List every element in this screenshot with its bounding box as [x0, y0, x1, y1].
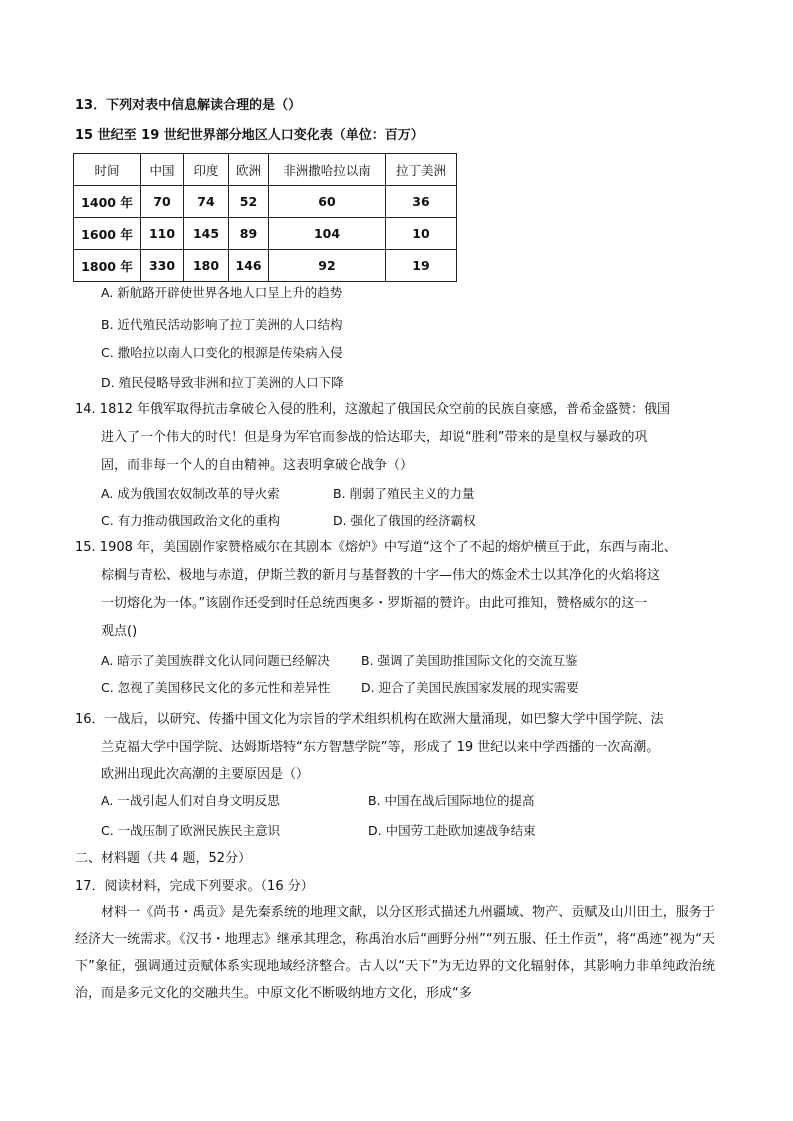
q16-stem-line1: 16．一战后，以研究、传播中国文化为宗旨的学术组织机构在欧洲大量涌现，如巴黎大学中国学院、法 [75, 712, 664, 727]
q13-option-c: C. 撒哈拉以南人口变化的根源是传染病入侵 [101, 345, 343, 360]
table-cell: 330 [141, 250, 184, 282]
table-row [74, 218, 457, 250]
q14-stem-line3: 固，而非每一个人的自由精神。这表明拿破仑战争（） [101, 458, 414, 473]
header-cell: 印度 [184, 154, 229, 186]
table-cell: 74 [184, 186, 229, 218]
q15-stem-line1: 15. 1908 年，美国剧作家赞格威尔在其剧本《熔炉》中写道“这个了不起的熔炉横亘于此，东西与南北、 [75, 540, 677, 555]
table-cell: 180 [184, 250, 229, 282]
q16-option-b: B. 中国在战后国际地位的提高 [368, 793, 535, 808]
q16-option-c: C. 一战压制了欧洲民族民主意识 [101, 823, 281, 838]
header-cell: 时间 [74, 154, 141, 186]
section-title: 二、材料题（共 4 题，52分） [75, 851, 252, 866]
q13-option-b: B. 近代殖民活动影响了拉丁美洲的人口结构 [101, 317, 343, 332]
table-cell: 104 [269, 218, 386, 250]
q15-option-a: A. 暗示了美国族群文化认同问题已经解决 [101, 653, 330, 668]
q16-stem-line2: 兰克福大学中国学院、达姆斯塔特“东方智慧学院”等，形成了 19 世纪以来中学西播的一次高潮。 [101, 740, 660, 755]
table-cell: 1400 年 [74, 186, 141, 218]
q15-stem-line4: 观点() [101, 624, 138, 639]
q15-option-b: B. 强调了美国助推国际文化的交流互鉴 [361, 653, 578, 668]
q16-option-d: D. 中国劳工赴欧加速战争结束 [368, 823, 536, 838]
table-cell: 1600 年 [74, 218, 141, 250]
table-cell: 52 [229, 186, 269, 218]
table-cell: 19 [386, 250, 457, 282]
table-cell: 70 [141, 186, 184, 218]
q13-option-a: A. 新航路开辟使世界各地人口呈上升的趋势 [101, 285, 343, 300]
q17-material: 材料一《尚书・禹贡》是先秦系统的地理文献，以分区形式描述九州疆域、物产、贡赋及山川田土，服务于经济大一统需求。《汉书・地理志》继承其理念，称禹治水后“画野分州”“列五服、任土作贡”，将“禹迹”视为“天下”象征，强调通过贡赋体系实现地域经济整合。古人以“天下”为无边界的文化辐射体，其影响力非单纯政治统治，而是多元文化的交融共生。中原文化不断吸纳地方文化，形成“多 [75, 905, 715, 1001]
q16-stem-line3: 欧洲出现此次高潮的主要原因是（） [101, 767, 310, 782]
table-caption: 15 世纪至 19 世纪世界部分地区人口变化表（单位：百万） [75, 128, 424, 143]
table-row [74, 250, 457, 282]
q16-option-a: A. 一战引起人们对自身文明反思 [101, 793, 280, 808]
q14-option-c: C. 有力推动俄国政治文化的重构 [101, 513, 281, 528]
population-table [73, 153, 457, 282]
table-cell: 60 [269, 186, 386, 218]
q14-option-d: D. 强化了俄国的经济霸权 [333, 513, 476, 528]
table-cell: 89 [229, 218, 269, 250]
q15-option-d: D. 迎合了美国民族国家发展的现实需要 [361, 680, 579, 695]
table-header-row [74, 154, 457, 186]
header-cell: 拉丁美洲 [386, 154, 457, 186]
header-cell: 欧洲 [229, 154, 269, 186]
q13-stem: 13．下列对表中信息解读合理的是（） [75, 98, 302, 113]
table-cell: 92 [269, 250, 386, 282]
header-cell: 中国 [141, 154, 184, 186]
table-cell: 146 [229, 250, 269, 282]
q14-option-a: A. 成为俄国农奴制改革的导火索 [101, 486, 280, 501]
table-row [74, 186, 457, 218]
q15-option-c: C. 忽视了美国移民文化的多元性和差异性 [101, 680, 331, 695]
q13-option-d: D. 殖民侵略导致非洲和拉丁美洲的人口下降 [101, 375, 344, 390]
q15-stem-line2: 棕榈与青松、极地与赤道，伊斯兰教的新月与基督教的十字—伟大的炼金术士以其净化的火焰将这 [101, 568, 661, 583]
q17-stem: 17．阅读材料，完成下列要求。（16 分） [75, 879, 314, 894]
table-cell: 10 [386, 218, 457, 250]
q14-stem-line1: 14. 1812 年俄军取得抗击拿破仑入侵的胜利，这激起了俄国民众空前的民族自豪感，普希金盛赞：俄国 [75, 402, 671, 417]
q14-stem-line2: 进入了一个伟大的时代！但是身为军官而参战的恰达耶夫，却说“胜利”带来的是皇权与暴政的巩 [101, 430, 648, 445]
q15-stem-line3: 一切熔化为一体。”该剧作还受到时任总统西奥多・罗斯福的赞许。由此可推知，赞格威尔的这一 [101, 596, 648, 611]
table-cell: 110 [141, 218, 184, 250]
header-cell: 非洲撒哈拉以南 [269, 154, 386, 186]
table-cell: 1800 年 [74, 250, 141, 282]
table-cell: 145 [184, 218, 229, 250]
q14-option-b: B. 削弱了殖民主义的力量 [333, 486, 475, 501]
table-cell: 36 [386, 186, 457, 218]
